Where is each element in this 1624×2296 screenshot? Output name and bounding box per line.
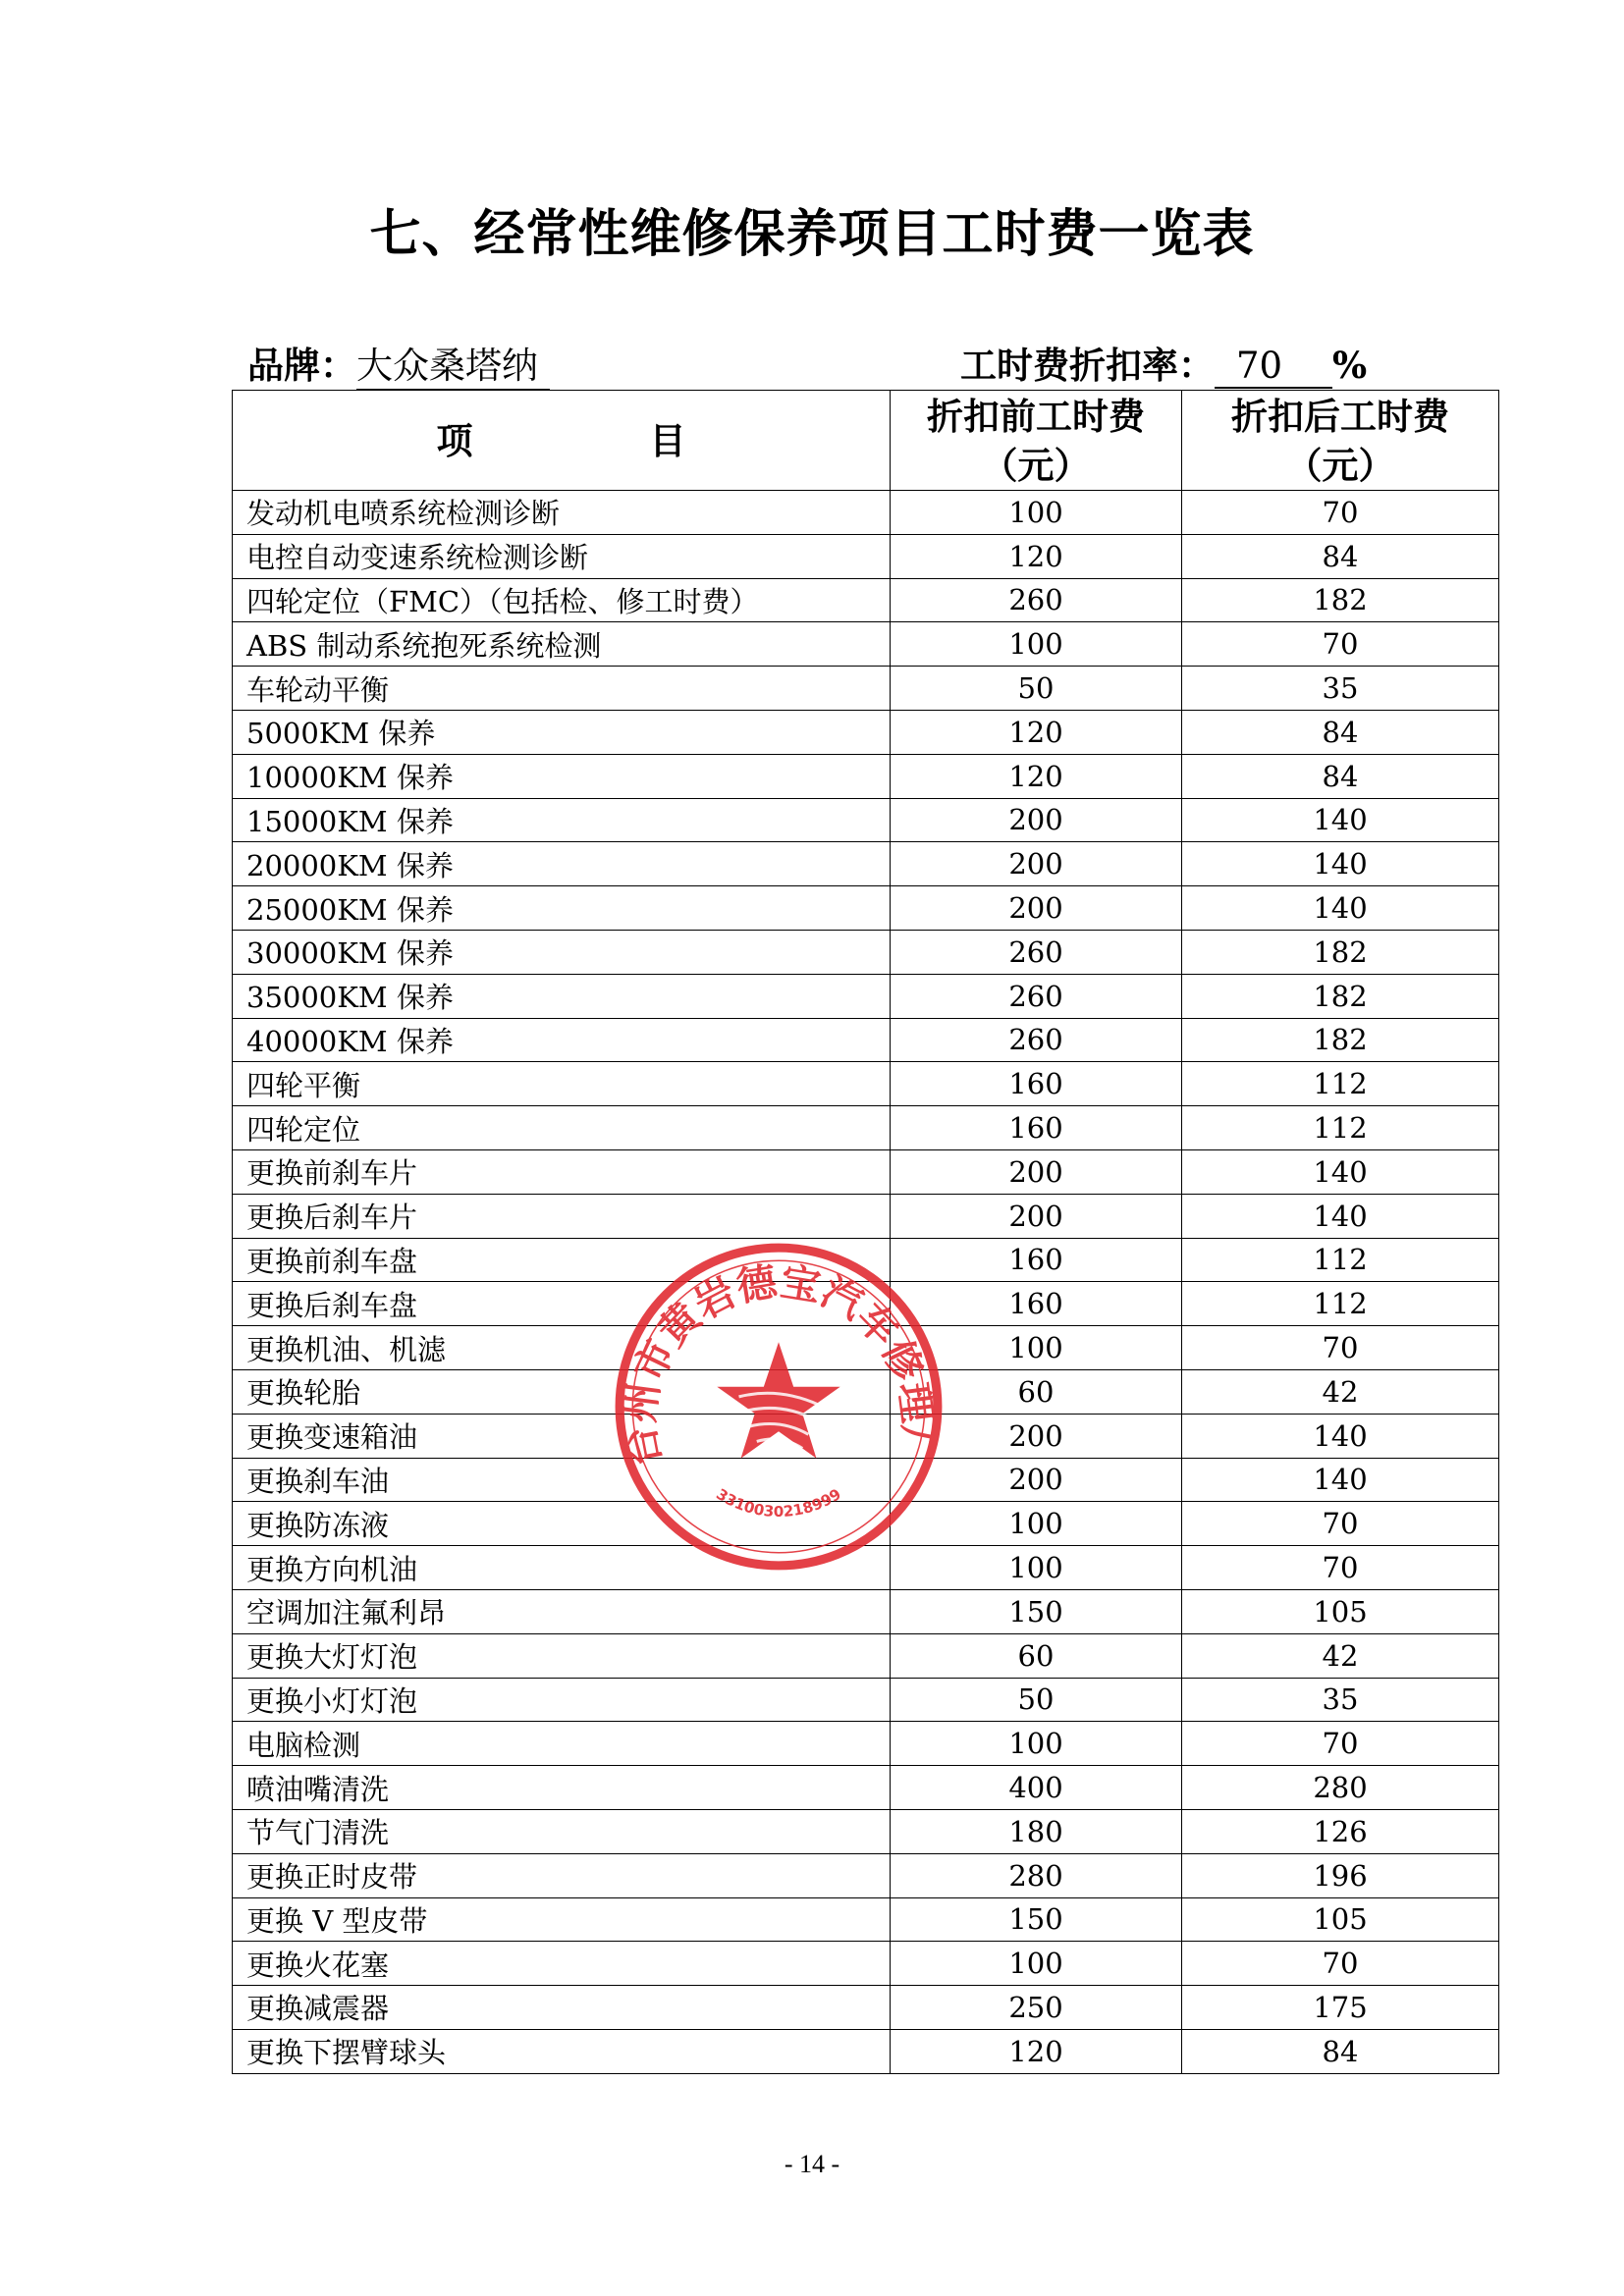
row-item-cell: 四轮平衡 bbox=[233, 1062, 891, 1106]
row-before-fee-cell: 200 bbox=[891, 1149, 1182, 1194]
row-before-fee-cell: 150 bbox=[891, 1897, 1182, 1942]
stamp-company-name: 台州市黄岩德宝汽车修理厂 bbox=[616, 1257, 942, 1470]
row-after-fee-cell: 112 bbox=[1182, 1106, 1499, 1150]
table-row bbox=[233, 1942, 1499, 1986]
row-after-fee-cell: 140 bbox=[1182, 798, 1499, 842]
row-item-cell: 喷油嘴清洗 bbox=[233, 1766, 891, 1810]
brand-label: 品牌： bbox=[247, 344, 356, 387]
row-item-cell: 电脑检测 bbox=[233, 1722, 891, 1766]
row-before-fee-cell: 160 bbox=[891, 1238, 1182, 1282]
row-item-cell: 15000KM 保养 bbox=[233, 798, 891, 842]
table-row bbox=[233, 1897, 1499, 1942]
table-row bbox=[233, 710, 1499, 754]
row-after-fee-cell: 35 bbox=[1182, 1678, 1499, 1722]
row-after-fee-cell: 70 bbox=[1182, 622, 1499, 667]
row-after-fee-cell: 182 bbox=[1182, 1018, 1499, 1062]
row-item-cell: 10000KM 保养 bbox=[233, 754, 891, 798]
table-row bbox=[233, 1986, 1499, 2030]
row-after-fee-cell: 140 bbox=[1182, 1458, 1499, 1502]
row-after-fee-cell: 84 bbox=[1182, 710, 1499, 754]
row-item-cell: 20000KM 保养 bbox=[233, 842, 891, 886]
row-after-fee-cell: 70 bbox=[1182, 1722, 1499, 1766]
row-item-cell: 35000KM 保养 bbox=[233, 974, 891, 1018]
row-after-fee-cell: 140 bbox=[1182, 1414, 1499, 1458]
table-row bbox=[233, 1238, 1499, 1282]
table-row bbox=[233, 1853, 1499, 1897]
row-item-cell: 25000KM 保养 bbox=[233, 886, 891, 931]
row-before-fee-cell: 260 bbox=[891, 930, 1182, 974]
table-row bbox=[233, 667, 1499, 711]
row-item-cell: 5000KM 保养 bbox=[233, 710, 891, 754]
row-item-cell: 更换方向机油 bbox=[233, 1546, 891, 1590]
row-item-cell: 更换正时皮带 bbox=[233, 1853, 891, 1897]
row-before-fee-cell: 260 bbox=[891, 974, 1182, 1018]
labor-fee-table bbox=[232, 390, 1499, 2074]
row-after-fee-cell: 84 bbox=[1182, 534, 1499, 578]
table-row bbox=[233, 930, 1499, 974]
row-after-fee-cell: 70 bbox=[1182, 1502, 1499, 1546]
row-item-cell: 节气门清洗 bbox=[233, 1809, 891, 1853]
row-before-fee-cell: 200 bbox=[891, 798, 1182, 842]
row-after-fee-cell: 84 bbox=[1182, 754, 1499, 798]
row-after-fee-cell: 182 bbox=[1182, 930, 1499, 974]
row-item-cell: 30000KM 保养 bbox=[233, 930, 891, 974]
table-row bbox=[233, 491, 1499, 535]
row-item-cell: 更换火花塞 bbox=[233, 1942, 891, 1986]
row-before-fee-cell: 160 bbox=[891, 1106, 1182, 1150]
row-item-cell: 更换刹车油 bbox=[233, 1458, 891, 1502]
row-before-fee-cell: 160 bbox=[891, 1282, 1182, 1326]
row-before-fee-cell: 120 bbox=[891, 710, 1182, 754]
row-item-cell: 四轮定位（FMC）（包括检、修工时费） bbox=[233, 578, 891, 622]
row-item-cell: 更换小灯灯泡 bbox=[233, 1678, 891, 1722]
row-before-fee-cell: 260 bbox=[891, 578, 1182, 622]
header-before-line2: （元） bbox=[981, 443, 1091, 487]
row-item-cell: 更换减震器 bbox=[233, 1986, 891, 2030]
discount-rate-label: 工时费折扣率： bbox=[960, 344, 1215, 387]
row-after-fee-cell: 112 bbox=[1182, 1238, 1499, 1282]
row-item-cell: 更换 V 型皮带 bbox=[233, 1897, 891, 1942]
row-before-fee-cell: 200 bbox=[891, 886, 1182, 931]
table-row bbox=[233, 578, 1499, 622]
row-item-cell: 四轮定位 bbox=[233, 1106, 891, 1150]
row-before-fee-cell: 200 bbox=[891, 842, 1182, 886]
row-item-cell: 更换大灯灯泡 bbox=[233, 1633, 891, 1678]
discount-rate-value: 70 bbox=[1215, 345, 1332, 389]
table-row bbox=[233, 2029, 1499, 2073]
row-after-fee-cell: 112 bbox=[1182, 1282, 1499, 1326]
table-row bbox=[233, 1766, 1499, 1810]
row-after-fee-cell: 42 bbox=[1182, 1369, 1499, 1414]
discount-rate-field bbox=[960, 336, 1367, 389]
row-before-fee-cell: 200 bbox=[891, 1458, 1182, 1502]
row-item-cell: 车轮动平衡 bbox=[233, 667, 891, 711]
row-before-fee-cell: 280 bbox=[891, 1853, 1182, 1897]
row-before-fee-cell: 400 bbox=[891, 1766, 1182, 1810]
row-before-fee-cell: 100 bbox=[891, 491, 1182, 535]
header-after-discount bbox=[1182, 391, 1499, 491]
table-row bbox=[233, 798, 1499, 842]
table-row bbox=[233, 754, 1499, 798]
table-row bbox=[233, 974, 1499, 1018]
row-after-fee-cell: 70 bbox=[1182, 1546, 1499, 1590]
row-before-fee-cell: 50 bbox=[891, 667, 1182, 711]
discount-rate-unit: % bbox=[1332, 344, 1368, 387]
row-after-fee-cell: 182 bbox=[1182, 974, 1499, 1018]
row-item-cell: 发动机电喷系统检测诊断 bbox=[233, 491, 891, 535]
row-before-fee-cell: 250 bbox=[891, 1986, 1182, 2030]
header-before-discount bbox=[891, 391, 1182, 491]
row-after-fee-cell: 140 bbox=[1182, 1194, 1499, 1238]
row-after-fee-cell: 175 bbox=[1182, 1986, 1499, 2030]
table-header-row bbox=[233, 391, 1499, 491]
table-row bbox=[233, 1414, 1499, 1458]
row-before-fee-cell: 160 bbox=[891, 1062, 1182, 1106]
table-row bbox=[233, 1326, 1499, 1370]
stamp-registration-code: 3310030218999 bbox=[713, 1485, 844, 1522]
row-item-cell: 空调加注氟利昂 bbox=[233, 1589, 891, 1633]
table-row bbox=[233, 622, 1499, 667]
row-item-cell: ABS 制动系统抱死系统检测 bbox=[233, 622, 891, 667]
row-before-fee-cell: 60 bbox=[891, 1633, 1182, 1678]
row-before-fee-cell: 100 bbox=[891, 1546, 1182, 1590]
table-row bbox=[233, 1282, 1499, 1326]
row-item-cell: 更换前刹车片 bbox=[233, 1149, 891, 1194]
table-row bbox=[233, 1502, 1499, 1546]
row-before-fee-cell: 100 bbox=[891, 1502, 1182, 1546]
table-row bbox=[233, 1149, 1499, 1194]
row-before-fee-cell: 50 bbox=[891, 1678, 1182, 1722]
row-after-fee-cell: 196 bbox=[1182, 1853, 1499, 1897]
row-after-fee-cell: 112 bbox=[1182, 1062, 1499, 1106]
page-number: - 14 - bbox=[784, 2150, 840, 2178]
table-row bbox=[233, 1062, 1499, 1106]
table-body bbox=[233, 491, 1499, 2074]
brand-field bbox=[247, 336, 550, 391]
row-before-fee-cell: 100 bbox=[891, 622, 1182, 667]
row-after-fee-cell: 140 bbox=[1182, 842, 1499, 886]
row-before-fee-cell: 100 bbox=[891, 1942, 1182, 1986]
row-after-fee-cell: 126 bbox=[1182, 1809, 1499, 1853]
row-after-fee-cell: 105 bbox=[1182, 1897, 1499, 1942]
row-before-fee-cell: 60 bbox=[891, 1369, 1182, 1414]
brand-value: 大众桑塔纳 bbox=[356, 336, 550, 391]
row-before-fee-cell: 260 bbox=[891, 1018, 1182, 1062]
row-after-fee-cell: 35 bbox=[1182, 667, 1499, 711]
header-before-line1: 折扣前工时费 bbox=[927, 394, 1145, 438]
row-before-fee-cell: 200 bbox=[891, 1194, 1182, 1238]
header-after-line2: （元） bbox=[1285, 443, 1395, 487]
row-item-cell: 更换前刹车盘 bbox=[233, 1238, 891, 1282]
row-after-fee-cell: 140 bbox=[1182, 886, 1499, 931]
row-item-cell: 更换防冻液 bbox=[233, 1502, 891, 1546]
table-row bbox=[233, 1018, 1499, 1062]
header-item: 项目 bbox=[233, 391, 891, 491]
row-item-cell: 40000KM 保养 bbox=[233, 1018, 891, 1062]
row-after-fee-cell: 140 bbox=[1182, 1149, 1499, 1194]
row-item-cell: 更换后刹车片 bbox=[233, 1194, 891, 1238]
table-row bbox=[233, 1194, 1499, 1238]
table-row bbox=[233, 534, 1499, 578]
row-before-fee-cell: 120 bbox=[891, 534, 1182, 578]
table-row bbox=[233, 1678, 1499, 1722]
row-after-fee-cell: 42 bbox=[1182, 1633, 1499, 1678]
row-item-cell: 更换后刹车盘 bbox=[233, 1282, 891, 1326]
table-row bbox=[233, 1458, 1499, 1502]
table-row bbox=[233, 1809, 1499, 1853]
table-row bbox=[233, 1722, 1499, 1766]
header-after-line1: 折扣后工时费 bbox=[1231, 394, 1449, 438]
row-before-fee-cell: 100 bbox=[891, 1326, 1182, 1370]
row-before-fee-cell: 150 bbox=[891, 1589, 1182, 1633]
row-after-fee-cell: 84 bbox=[1182, 2029, 1499, 2073]
row-before-fee-cell: 120 bbox=[891, 754, 1182, 798]
table-row bbox=[233, 1546, 1499, 1590]
table-row bbox=[233, 1106, 1499, 1150]
row-after-fee-cell: 182 bbox=[1182, 578, 1499, 622]
table-row bbox=[233, 1633, 1499, 1678]
row-item-cell: 更换下摆臂球头 bbox=[233, 2029, 891, 2073]
table-row bbox=[233, 886, 1499, 931]
row-before-fee-cell: 180 bbox=[891, 1809, 1182, 1853]
table-row bbox=[233, 1369, 1499, 1414]
row-before-fee-cell: 200 bbox=[891, 1414, 1182, 1458]
row-item-cell: 电控自动变速系统检测诊断 bbox=[233, 534, 891, 578]
row-item-cell: 更换机油、机滤 bbox=[233, 1326, 891, 1370]
row-item-cell: 更换变速箱油 bbox=[233, 1414, 891, 1458]
row-after-fee-cell: 280 bbox=[1182, 1766, 1499, 1810]
row-after-fee-cell: 70 bbox=[1182, 1942, 1499, 1986]
row-after-fee-cell: 70 bbox=[1182, 491, 1499, 535]
row-after-fee-cell: 105 bbox=[1182, 1589, 1499, 1633]
row-after-fee-cell: 70 bbox=[1182, 1326, 1499, 1370]
table-row bbox=[233, 842, 1499, 886]
page-title: 七、经常性维修保养项目工时费一览表 bbox=[369, 204, 1255, 264]
row-before-fee-cell: 100 bbox=[891, 1722, 1182, 1766]
row-before-fee-cell: 120 bbox=[891, 2029, 1182, 2073]
row-item-cell: 更换轮胎 bbox=[233, 1369, 891, 1414]
table-row bbox=[233, 1589, 1499, 1633]
